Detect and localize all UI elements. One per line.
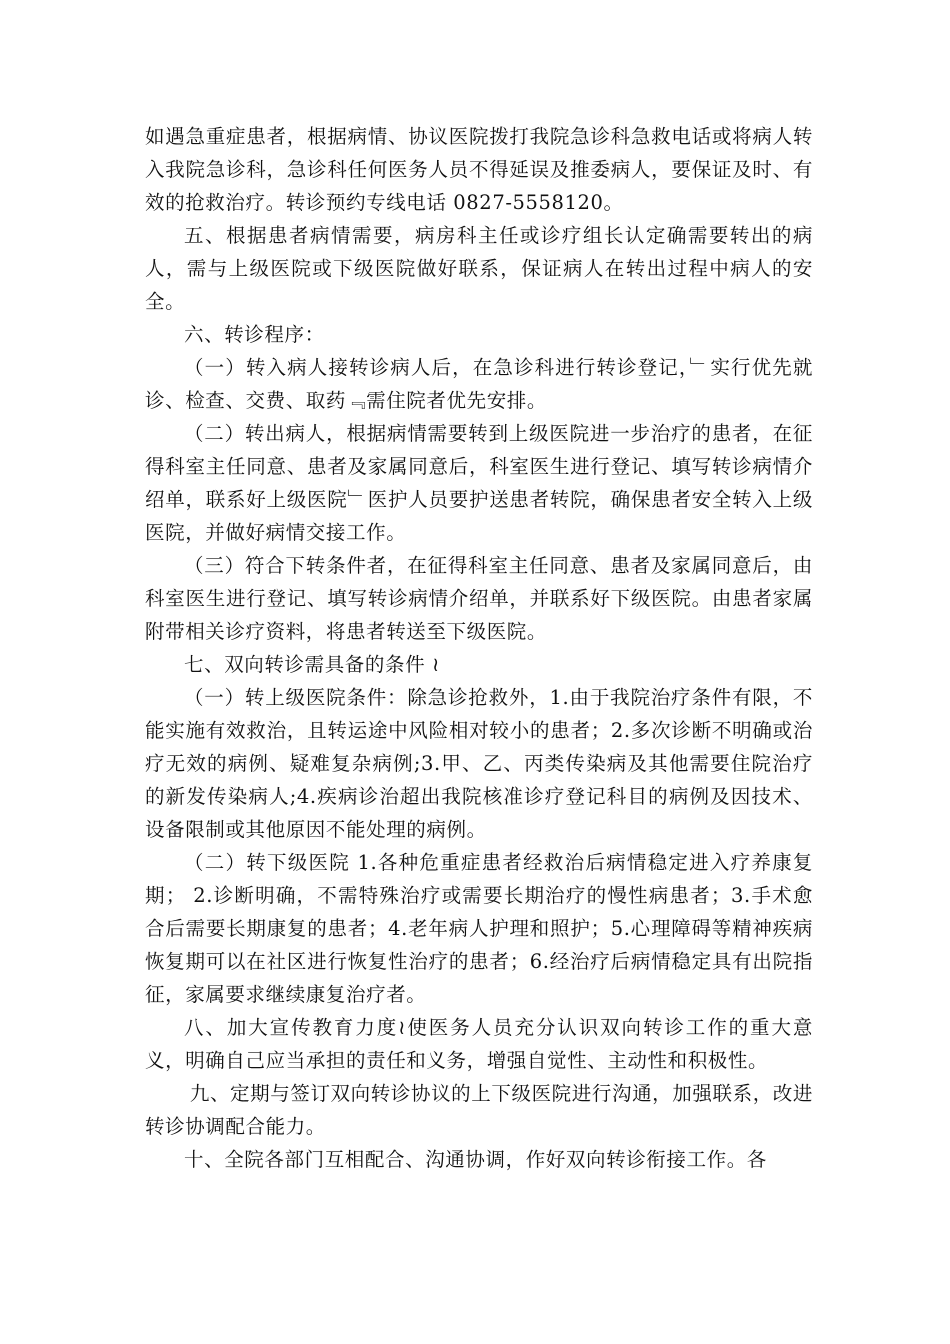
paragraph-section-9: 九、定期与签订双向转诊协议的上下级医院进行沟通，加强联系，改进转诊协调配合能力。 xyxy=(145,1082,813,1138)
paragraph-section-6-item-1: （一）转入病人接转诊病人后，在急诊科进行转诊登记，﹂实行优先就诊、检查、交费、取药﹃需住院者优先安排。 xyxy=(145,356,813,412)
paragraph-section-7-item-2: （二）转下级医院 1.各种危重症患者经救治后病情稳定进入疗养康复期； 2.诊断明确，不需特殊治疗或需要长期治疗的慢性病患者；3.手术愈合后需要长期康复的患者；4.老年病人护理和照护；5.心理障碍等精神疾病恢复期可以在社区进行恢复性治疗的患者；6.经治疗后病情稳定具有出院指征，家属要求继续康复治疗者。 xyxy=(145,851,813,1006)
paragraph-continuation: 如遇急重症患者，根据病情、协议医院拨打我院急诊科急救电话或将病人转入我院急诊科，急诊科任何医务人员不得延误及推委病人，要保证及时、有效的抢救治疗。转诊预约专线电话 0827-5558120。 xyxy=(145,125,813,214)
paragraph-section-5: 五、根据患者病情需要，病房科主任或诊疗组长认定确需要转出的病人，需与上级医院或下级医院做好联系，保证病人在转出过程中病人的安全。 xyxy=(145,224,813,313)
paragraph-section-7-item-1: （一）转上级医院条件：除急诊抢救外，1.由于我院治疗条件有限，不能实施有效救治，且转运途中风险相对较小的患者；2.多次诊断不明确或治疗无效的病例、疑难复杂病例;3.甲、乙、丙类传染病及其他需要住院治疗的新发传染病人;4.疾病诊治超出我院核准诊疗登记科目的病例及因技术、设备限制或其他原因不能处理的病例。 xyxy=(145,686,813,841)
paragraph-section-7-heading: 七、双向转诊需具备的条件 ≀ xyxy=(184,653,440,676)
paragraph-section-10: 十、全院各部门互相配合、沟通协调，作好双向转诊衔接工作。各 xyxy=(184,1148,767,1171)
document-body xyxy=(145,120,813,1176)
paragraph-section-8: 八、加大宣传教育力度≀使医务人员充分认识双向转诊工作的重大意义，明确自己应当承担的责任和义务，增强自觉性、主动性和积极性。 xyxy=(145,1016,813,1072)
paragraph-section-6-item-3: （三）符合下转条件者，在征得科室主任同意、患者及家属同意后，由科室医生进行登记、填写转诊病情介绍单，并联系好下级医院。由患者家属附带相关诊疗资料，将患者转送至下级医院。 xyxy=(145,554,813,643)
paragraph-section-6-heading: 六、转诊程序： xyxy=(184,323,325,346)
paragraph-section-6-item-2: （二）转出病人，根据病情需要转到上级医院进一步治疗的患者，在征得科室主任同意、患者及家属同意后，科室医生进行登记、填写转诊病情介绍单，联系好上级医院﹂医护人员要护送患者转院，确保患者安全转入上级医院，并做好病情交接工作。 xyxy=(145,422,813,544)
